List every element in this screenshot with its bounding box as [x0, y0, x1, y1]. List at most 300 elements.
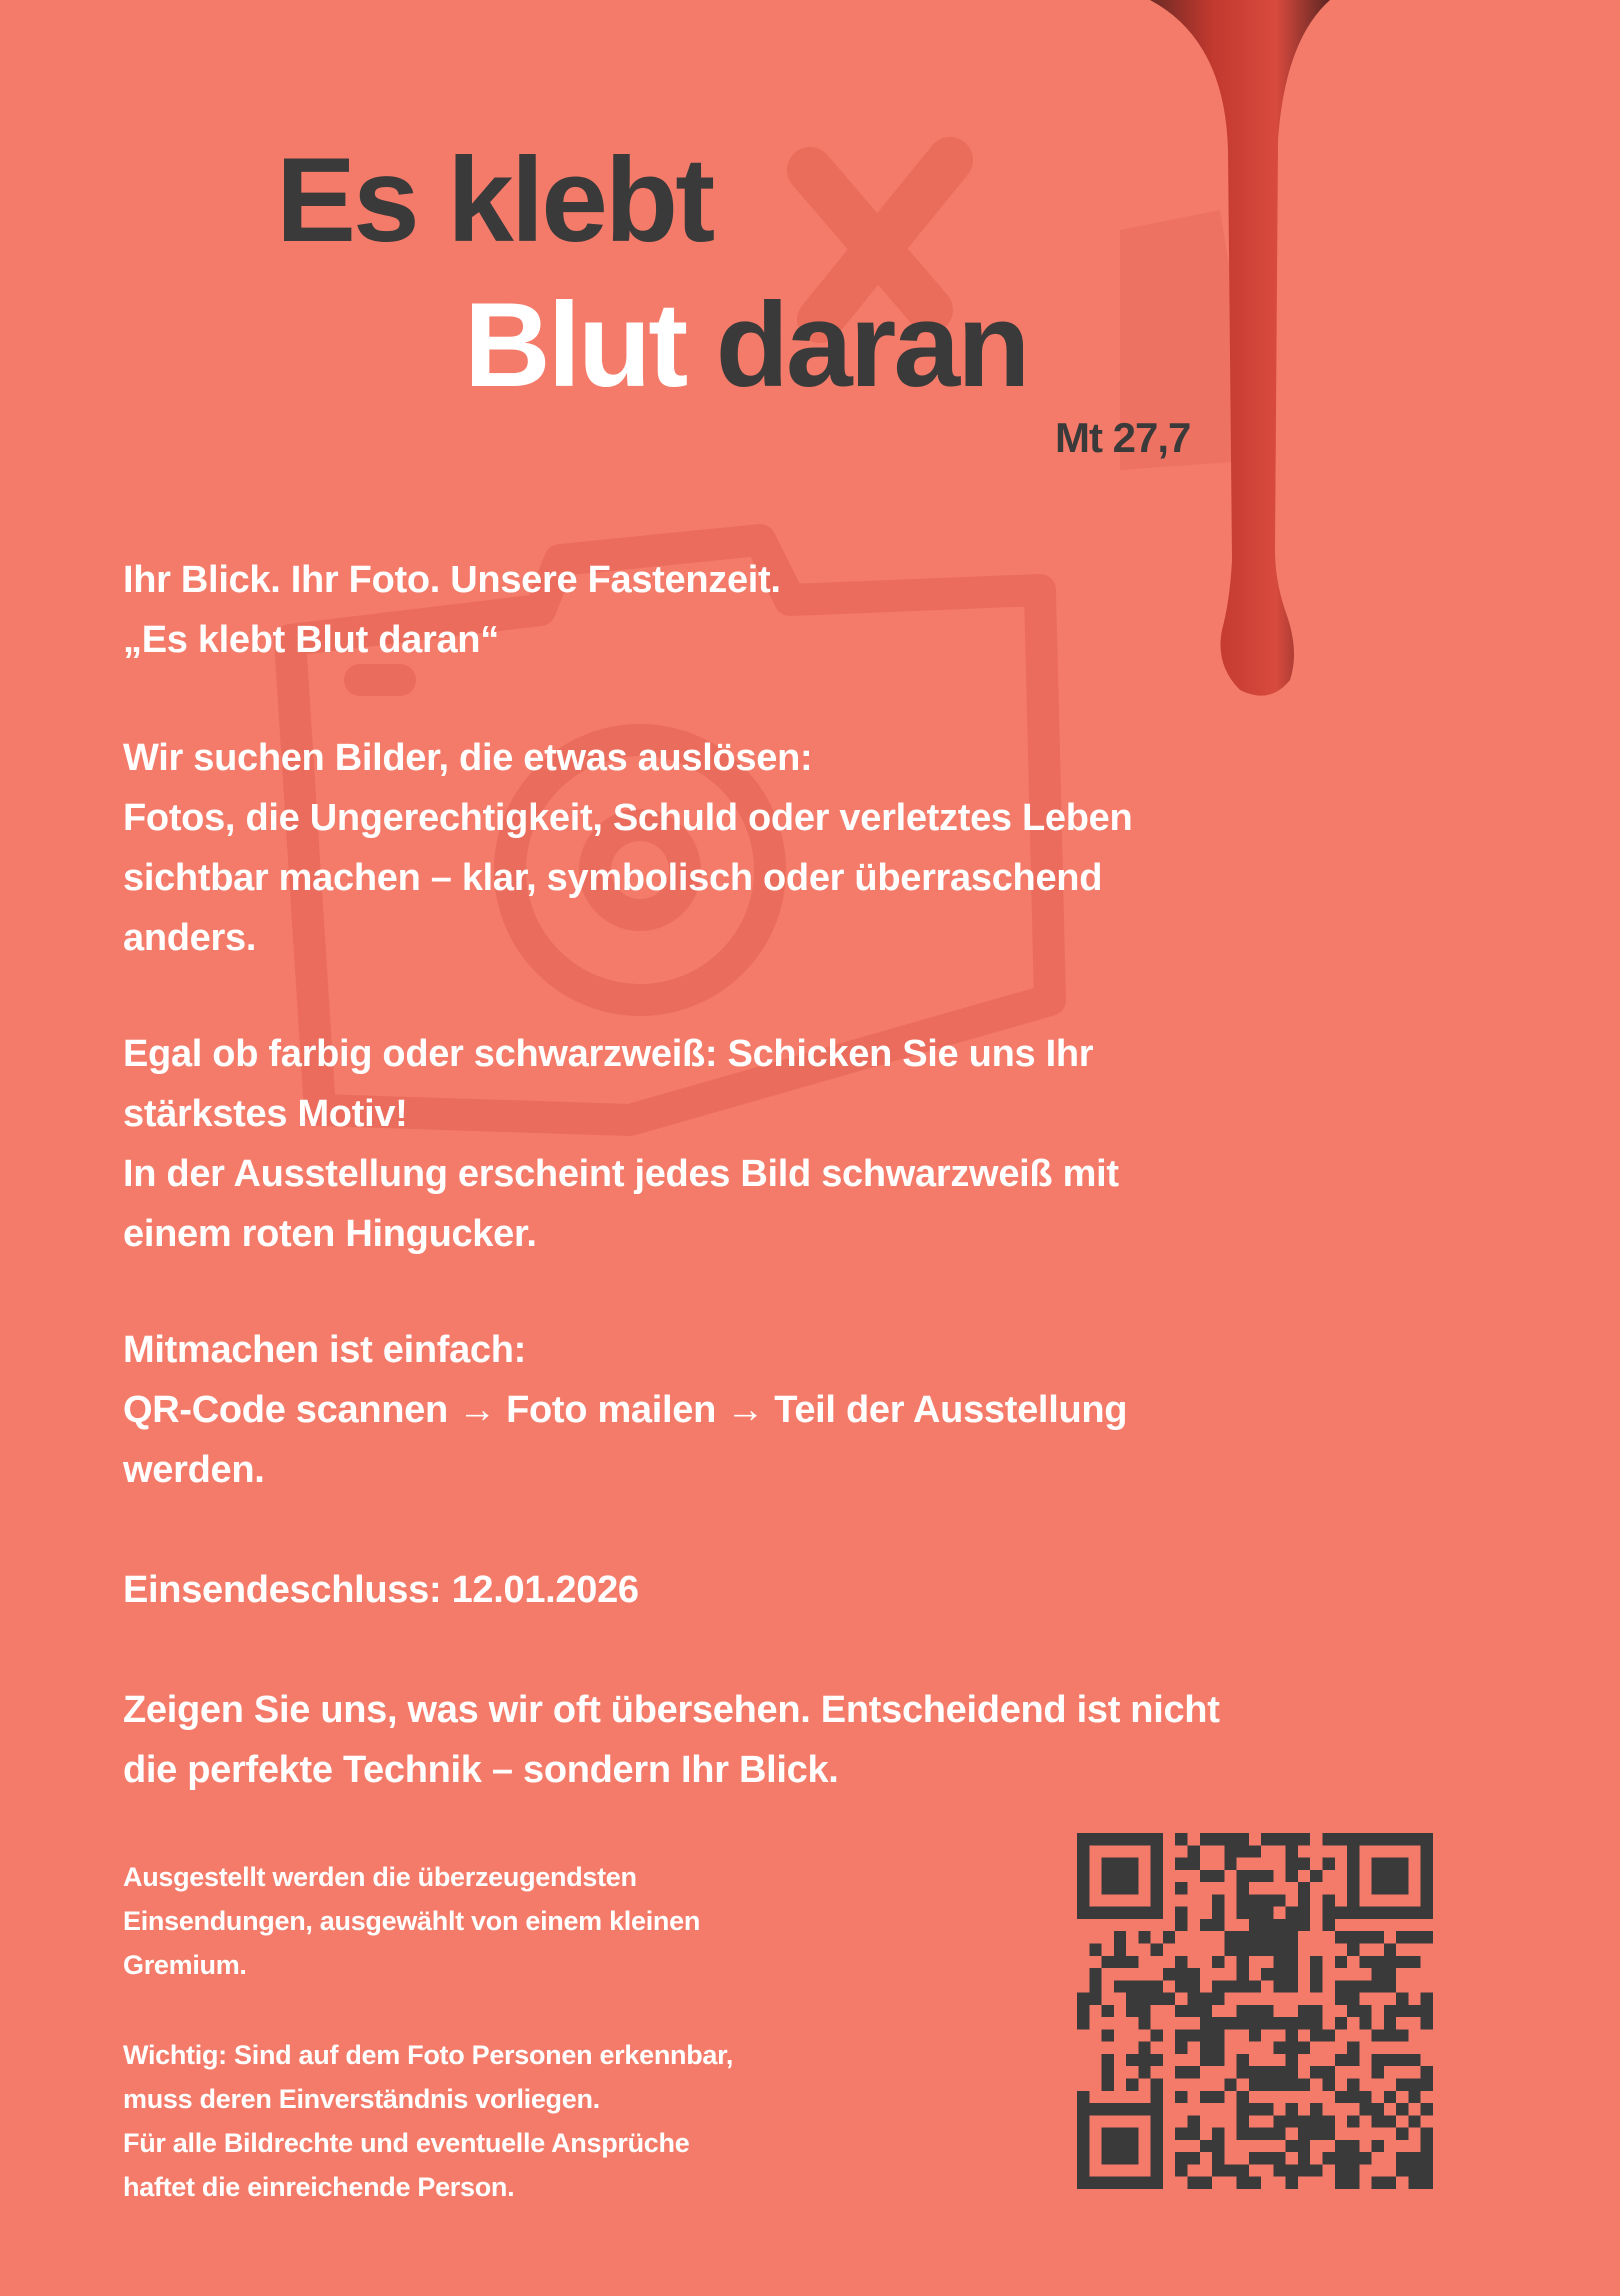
qr-module [1114, 1943, 1126, 1955]
qr-module [1372, 2066, 1384, 2078]
qr-module [1261, 1968, 1273, 1980]
qr-module [1138, 2017, 1150, 2029]
closing-paragraph [123, 1680, 1220, 1800]
qr-module [1102, 2140, 1114, 2152]
qr-module [1077, 2152, 1089, 2164]
qr-module [1298, 2128, 1310, 2140]
qr-module [1163, 1993, 1175, 2005]
qr-module [1323, 1894, 1335, 1906]
qr-module [1298, 1882, 1310, 1894]
qr-module [1089, 1943, 1101, 1955]
qr-module [1138, 1833, 1150, 1845]
qr-module [1273, 2115, 1285, 2127]
qr-module [1077, 2140, 1089, 2152]
qr-module [1261, 2005, 1273, 2017]
qr-module [1273, 2042, 1285, 2054]
qr-module [1359, 1931, 1371, 1943]
qr-module [1151, 1858, 1163, 1870]
qr-module [1151, 1870, 1163, 1882]
qr-module [1114, 2140, 1126, 2152]
qr-module [1126, 2140, 1138, 2152]
qr-module [1151, 1833, 1163, 1845]
qr-module [1261, 1919, 1273, 1931]
qr-module [1175, 1907, 1187, 1919]
qr-module [1261, 1870, 1273, 1882]
qr-module [1114, 1882, 1126, 1894]
qr-module [1212, 1870, 1224, 1882]
qr-module [1126, 1882, 1138, 1894]
qr-module [1102, 1882, 1114, 1894]
qr-module [1286, 1845, 1298, 1857]
qr-module [1237, 1907, 1249, 1919]
qr-module [1237, 2164, 1249, 2176]
color-paragraph [123, 1024, 1119, 1264]
qr-module [1261, 2152, 1273, 2164]
qr-module [1077, 2115, 1089, 2127]
qr-module [1200, 2091, 1212, 2103]
text-line: Mitmachen ist einfach: [123, 1329, 527, 1371]
qr-module [1249, 1870, 1261, 1882]
qr-module [1175, 2066, 1187, 2078]
qr-module [1200, 2140, 1212, 2152]
qr-module [1126, 1993, 1138, 2005]
qr-module [1396, 2054, 1408, 2066]
qr-module [1310, 2029, 1322, 2041]
qr-module [1372, 1870, 1384, 1882]
qr-module [1102, 1870, 1114, 1882]
qr-module [1187, 2029, 1199, 2041]
selection-note [123, 1855, 700, 1987]
qr-module [1286, 2029, 1298, 2041]
qr-module [1114, 1858, 1126, 1870]
qr-module [1310, 2066, 1322, 2078]
qr-module [1408, 2164, 1420, 2176]
qr-module [1396, 1870, 1408, 1882]
qr-module [1151, 2079, 1163, 2091]
qr-module [1347, 2164, 1359, 2176]
qr-module [1347, 1894, 1359, 1906]
qr-module [1114, 2103, 1126, 2115]
qr-module [1335, 2140, 1347, 2152]
qr-module [1384, 1833, 1396, 1845]
text-line: sichtbar machen – klar, symbolisch oder überraschend [123, 857, 1103, 899]
qr-module [1187, 1980, 1199, 1992]
qr-module [1237, 1894, 1249, 1906]
qr-module [1224, 1833, 1236, 1845]
qr-module [1249, 2103, 1261, 2115]
qr-module [1323, 2029, 1335, 2041]
qr-module [1151, 2103, 1163, 2115]
qr-module [1249, 2005, 1261, 2017]
qr-module [1347, 2042, 1359, 2054]
qr-module [1237, 1943, 1249, 1955]
qr-code[interactable] [1077, 1833, 1433, 2189]
qr-module [1212, 2017, 1224, 2029]
qr-module [1175, 1956, 1187, 1968]
qr-module [1347, 2140, 1359, 2152]
qr-module [1323, 1919, 1335, 1931]
qr-module [1200, 2054, 1212, 2066]
qr-module [1347, 1907, 1359, 1919]
qr-module [1372, 1907, 1384, 1919]
qr-module [1175, 2029, 1187, 2041]
qr-module [1212, 2054, 1224, 2066]
qr-module [1077, 1845, 1089, 1857]
qr-module [1408, 1907, 1420, 1919]
qr-module [1077, 1858, 1089, 1870]
qr-module [1138, 2066, 1150, 2078]
qr-module [1310, 1980, 1322, 1992]
qr-module [1347, 1993, 1359, 2005]
qr-module [1384, 2177, 1396, 2189]
qr-module [1114, 1907, 1126, 1919]
qr-module [1335, 1993, 1347, 2005]
qr-module [1175, 1858, 1187, 1870]
qr-module [1335, 1956, 1347, 1968]
qr-module [1335, 1907, 1347, 1919]
qr-module [1187, 1858, 1199, 1870]
qr-module [1286, 1980, 1298, 1992]
qr-module [1323, 1858, 1335, 1870]
qr-module [1408, 2079, 1420, 2091]
qr-module [1126, 2152, 1138, 2164]
qr-module [1286, 2103, 1298, 2115]
qr-module [1347, 2091, 1359, 2103]
qr-module [1175, 2128, 1187, 2140]
qr-module [1396, 1993, 1408, 2005]
qr-module [1396, 2103, 1408, 2115]
qr-module [1224, 1858, 1236, 1870]
qr-module [1102, 2029, 1114, 2041]
qr-module [1126, 2128, 1138, 2140]
qr-module [1151, 1882, 1163, 1894]
qr-module [1175, 2164, 1187, 2176]
qr-module [1126, 2079, 1138, 2091]
qr-module [1396, 2029, 1408, 2041]
qr-module [1212, 1993, 1224, 2005]
qr-module [1077, 2177, 1089, 2189]
qr-module [1212, 2152, 1224, 2164]
qr-module [1151, 1943, 1163, 1955]
qr-module [1200, 1833, 1212, 1845]
qr-module [1421, 2079, 1433, 2091]
qr-module [1372, 2140, 1384, 2152]
qr-module [1372, 2029, 1384, 2041]
qr-module [1347, 2152, 1359, 2164]
qr-module [1138, 1980, 1150, 1992]
text-line: die perfekte Technik – sondern Ihr Blick. [123, 1749, 839, 1791]
qr-module [1286, 1870, 1298, 1882]
qr-module [1421, 2017, 1433, 2029]
qr-module [1298, 2140, 1310, 2152]
text-line: „Es klebt Blut daran“ [123, 619, 499, 661]
qr-module [1089, 1833, 1101, 1845]
qr-module [1175, 1919, 1187, 1931]
qr-module [1286, 2177, 1298, 2189]
qr-module [1286, 2079, 1298, 2091]
qr-module [1273, 2017, 1285, 2029]
qr-module [1384, 1882, 1396, 1894]
qr-module [1102, 2152, 1114, 2164]
qr-module [1298, 2115, 1310, 2127]
qr-module [1372, 2177, 1384, 2189]
qr-module [1384, 2115, 1396, 2127]
qr-module [1175, 2091, 1187, 2103]
qr-module [1212, 2091, 1224, 2103]
qr-module [1421, 2128, 1433, 2140]
qr-module [1249, 1894, 1261, 1906]
qr-module [1237, 2054, 1249, 2066]
qr-module [1175, 1833, 1187, 1845]
qr-module [1114, 2177, 1126, 2189]
qr-module [1224, 1845, 1236, 1857]
qr-module [1421, 1931, 1433, 1943]
qr-module [1237, 1931, 1249, 1943]
qr-module [1126, 1956, 1138, 1968]
qr-module [1077, 2164, 1089, 2176]
text-line: Fotos, die Ungerechtigkeit, Schuld oder verletztes Leben [123, 797, 1133, 839]
qr-module [1261, 2128, 1273, 2140]
qr-module [1396, 1882, 1408, 1894]
text-line: Ausgestellt werden die überzeugendsten [123, 1862, 637, 1892]
text-line: Gremium. [123, 1950, 247, 1980]
qr-module [1126, 1858, 1138, 1870]
qr-module [1187, 2128, 1199, 2140]
qr-module [1335, 2177, 1347, 2189]
qr-module [1077, 2091, 1089, 2103]
qr-module [1372, 1931, 1384, 1943]
qr-module [1286, 1943, 1298, 1955]
qr-module [1384, 1943, 1396, 1955]
qr-module [1310, 2115, 1322, 2127]
qr-module [1163, 1968, 1175, 1980]
qr-module [1114, 1833, 1126, 1845]
qr-module [1298, 2017, 1310, 2029]
qr-module [1384, 2091, 1396, 2103]
qr-module [1200, 1993, 1212, 2005]
qr-module [1261, 2066, 1273, 2078]
text-line: stärkstes Motiv! [123, 1093, 408, 1135]
qr-module [1249, 2017, 1261, 2029]
qr-module [1187, 1993, 1199, 2005]
qr-module [1347, 1931, 1359, 1943]
qr-module [1286, 2066, 1298, 2078]
text-line: einem roten Hingucker. [123, 1213, 537, 1255]
qr-module [1151, 2091, 1163, 2103]
qr-module [1200, 2017, 1212, 2029]
qr-module [1372, 2103, 1384, 2115]
qr-module [1273, 1894, 1285, 1906]
qr-module [1261, 2103, 1273, 2115]
qr-module [1212, 1956, 1224, 1968]
qr-module [1114, 2128, 1126, 2140]
qr-module [1323, 2128, 1335, 2140]
text-line: anders. [123, 917, 257, 959]
qr-module [1237, 2066, 1249, 2078]
qr-module [1237, 2115, 1249, 2127]
qr-module [1286, 1931, 1298, 1943]
qr-module [1273, 2128, 1285, 2140]
qr-module [1077, 2128, 1089, 2140]
qr-module [1273, 1968, 1285, 1980]
qr-module [1175, 2152, 1187, 2164]
qr-module [1102, 2005, 1114, 2017]
qr-module [1151, 2115, 1163, 2127]
headline-word-blut: Blut [464, 278, 686, 412]
qr-module [1237, 2177, 1249, 2189]
qr-module [1102, 1907, 1114, 1919]
qr-module [1261, 1907, 1273, 1919]
qr-module [1212, 1907, 1224, 1919]
qr-module [1273, 2164, 1285, 2176]
qr-module [1237, 2103, 1249, 2115]
headline-line-2 [464, 278, 1028, 412]
qr-module [1335, 2054, 1347, 2066]
qr-module [1187, 1845, 1199, 1857]
qr-module [1347, 1943, 1359, 1955]
qr-module [1114, 1870, 1126, 1882]
qr-module [1224, 2017, 1236, 2029]
qr-module [1286, 1907, 1298, 1919]
qr-module [1421, 2152, 1433, 2164]
qr-module [1114, 1956, 1126, 1968]
qr-module [1249, 1919, 1261, 1931]
qr-module [1237, 1882, 1249, 1894]
qr-module [1187, 2177, 1199, 2189]
qr-module [1323, 1833, 1335, 1845]
qr-module [1310, 2017, 1322, 2029]
qr-module [1151, 1907, 1163, 1919]
qr-module [1126, 1907, 1138, 1919]
qr-module [1396, 1956, 1408, 1968]
qr-module [1335, 2164, 1347, 2176]
qr-module [1273, 1919, 1285, 1931]
qr-module [1200, 2042, 1212, 2054]
qr-module [1286, 1858, 1298, 1870]
qr-module [1335, 1833, 1347, 1845]
qr-module [1347, 1845, 1359, 1857]
qr-module [1102, 1858, 1114, 1870]
qr-module [1138, 1993, 1150, 2005]
qr-module [1286, 2140, 1298, 2152]
text-line: muss deren Einverständnis vorliegen. [123, 2084, 600, 2114]
qr-module [1359, 2017, 1371, 2029]
qr-module [1249, 2079, 1261, 2091]
qr-module [1151, 2054, 1163, 2066]
qr-module [1384, 1858, 1396, 1870]
qr-module [1249, 2029, 1261, 2041]
qr-module [1077, 1894, 1089, 1906]
qr-module [1212, 2029, 1224, 2041]
qr-module [1200, 2177, 1212, 2189]
qr-module [1151, 2029, 1163, 2041]
qr-module [1237, 1956, 1249, 1968]
text-line: Zeigen Sie uns, was wir oft übersehen. Entscheidend ist nicht [123, 1689, 1220, 1731]
qr-module [1384, 2029, 1396, 2041]
qr-module [1138, 2005, 1150, 2017]
qr-module [1089, 2103, 1101, 2115]
qr-module [1421, 1894, 1433, 1906]
qr-module [1323, 2115, 1335, 2127]
qr-module [1102, 2079, 1114, 2091]
qr-module [1102, 2128, 1114, 2140]
qr-module [1347, 1870, 1359, 1882]
qr-module [1102, 2066, 1114, 2078]
qr-module [1359, 1833, 1371, 1845]
qr-module [1310, 2005, 1322, 2017]
qr-module [1151, 2177, 1163, 2189]
qr-module [1089, 2177, 1101, 2189]
qr-module [1310, 1956, 1322, 1968]
qr-module [1151, 2164, 1163, 2176]
qr-module [1187, 2115, 1199, 2127]
qr-module [1421, 1858, 1433, 1870]
qr-module [1138, 1931, 1150, 1943]
qr-module [1224, 1943, 1236, 1955]
qr-module [1310, 2164, 1322, 2176]
qr-module [1323, 1907, 1335, 1919]
qr-module [1138, 2177, 1150, 2189]
qr-module [1089, 1968, 1101, 1980]
qr-module [1347, 1882, 1359, 1894]
qr-module [1261, 2017, 1273, 2029]
qr-module [1126, 2177, 1138, 2189]
qr-module [1408, 1833, 1420, 1845]
qr-module [1384, 1980, 1396, 1992]
qr-module [1200, 1870, 1212, 1882]
qr-module [1237, 2017, 1249, 2029]
text-line: Einsendungen, ausgewählt von einem kleinen [123, 1906, 701, 1936]
qr-module [1261, 1943, 1273, 1955]
qr-module [1089, 1980, 1101, 1992]
qr-module [1273, 1943, 1285, 1955]
qr-module [1249, 2128, 1261, 2140]
qr-module [1298, 2079, 1310, 2091]
qr-module [1212, 1919, 1224, 1931]
qr-module [1126, 1980, 1138, 1992]
qr-module [1077, 2103, 1089, 2115]
qr-module [1212, 2128, 1224, 2140]
qr-module [1310, 1968, 1322, 1980]
qr-module [1323, 2066, 1335, 2078]
qr-module [1175, 1968, 1187, 1980]
qr-module [1408, 2115, 1420, 2127]
qr-module [1151, 2140, 1163, 2152]
qr-module [1237, 2005, 1249, 2017]
qr-module [1249, 2152, 1261, 2164]
qr-module [1372, 1956, 1384, 1968]
qr-module [1372, 2054, 1384, 2066]
qr-module [1114, 2152, 1126, 2164]
qr-module [1286, 2054, 1298, 2066]
qr-module [1077, 1907, 1089, 1919]
qr-module [1151, 1894, 1163, 1906]
qr-module [1396, 2164, 1408, 2176]
qr-module [1077, 1833, 1089, 1845]
qr-module [1249, 1980, 1261, 1992]
qr-module [1396, 2079, 1408, 2091]
qr-module [1347, 2054, 1359, 2066]
qr-module [1298, 1833, 1310, 1845]
qr-module [1408, 2054, 1420, 2066]
qr-module [1372, 1833, 1384, 1845]
qr-module [1335, 2152, 1347, 2164]
qr-module [1335, 1980, 1347, 1992]
qr-module [1212, 1980, 1224, 1992]
qr-module [1396, 2128, 1408, 2140]
qr-module [1335, 1931, 1347, 1943]
qr-module [1286, 1833, 1298, 1845]
